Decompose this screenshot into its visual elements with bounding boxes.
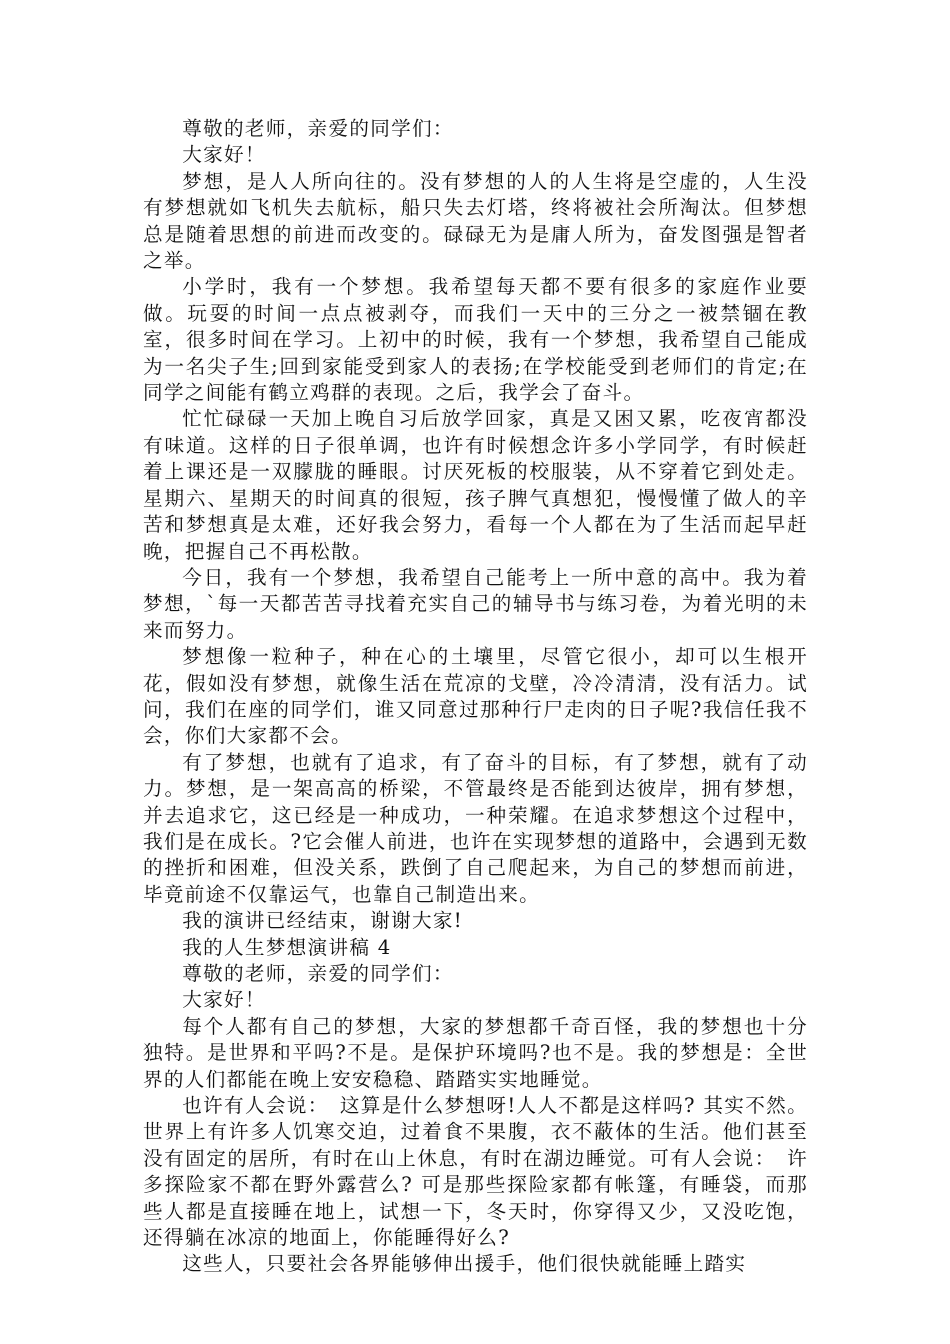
greeting: 大家好！ xyxy=(182,143,266,167)
section-title: 我的人生梦想演讲稿 4 xyxy=(182,935,392,959)
paragraph: 今日，我有一个梦想，我希望自己能考上一所中意的高中。我为着梦想，`每一天都苦苦寻找着充实自己的辅导书与练习卷，为着光明的未来而努力。 xyxy=(143,565,808,642)
document-body xyxy=(143,116,808,1278)
greeting: 大家好！ xyxy=(182,988,266,1012)
paragraph: 有了梦想，也就有了追求，有了奋斗的目标，有了梦想，就有了动力。梦想，是一架高高的桥梁，不管最终是否能到达彼岸，拥有梦想，并去追求它，这已经是一种成功，一种荣耀。在追求梦想这个过程中，我们是在成长。?它会催人前进，也许在实现梦想的道路中，会遇到无数的挫折和困难，但没关系，跌倒了自己爬起来，为自己的梦想而前进，毕竟前途不仅靠运气，也靠自己制造出来。 xyxy=(143,750,808,906)
paragraph: 梦想像一粒种子，种在心的土壤里，尽管它很小，却可以生根开花，假如没有梦想，就像生活在荒凉的戈壁，冷冷清清，没有活力。试问，我们在座的同学们，谁又同意过那种行尸走肉的日子呢?我信任我不会，你们大家都不会。 xyxy=(143,645,808,748)
paragraph: 忙忙碌碌一天加上晚自习后放学回家，真是又困又累，吃夜宵都没有味道。这样的日子很单调，也许有时候想念许多小学同学，有时候赶着上课还是一双朦胧的睡眼。讨厌死板的校服装，从不穿着它到处走。星期六、星期天的时间真的很短，孩子脾气真想犯，慢慢懂了做人的辛苦和梦想真是太难，还好我会努力，看每一个人都在为了生活而起早赶晚，把握自己不再松散。 xyxy=(143,407,808,563)
salutation: 尊敬的老师，亲爱的同学们： xyxy=(182,962,454,985)
paragraph: 这些人，只要社会各界能够伸出援手，他们很快就能睡上踏实 xyxy=(182,1252,747,1276)
closing-line: 我的演讲已经结束，谢谢大家! xyxy=(182,909,463,933)
paragraph: 每个人都有自己的梦想，大家的梦想都千奇百怪，我的梦想也十分独特。是世界和平吗?不是。是保护环境吗?也不是。我的梦想是：全世界的人们都能在晚上安安稳稳、踏踏实实地睡觉。 xyxy=(143,1014,808,1091)
paragraph: 小学时，我有一个梦想。我希望每天都不要有很多的家庭作业要做。玩耍的时间一点点被剥夺，而我们一天中的三分之一被禁锢在教室，很多时间在学习。上初中的时候，我有一个梦想，我希望自己能成为一名尖子生;回到家能受到家人的表扬;在学校能受到老师们的肯定;在同学之间能有鹤立鸡群的表现。之后，我学会了奋斗。 xyxy=(143,275,808,405)
salutation: 尊敬的老师，亲爱的同学们： xyxy=(182,117,454,140)
paragraph: 也许有人会说： 这算是什么梦想呀!人人不都是这样吗? 其实不然。世界上有许多人饥寒交迫，过着食不果腹，衣不蔽体的生活。他们甚至没有固定的居所，有时在山上休息，有时在湖边睡觉。可有人会说： 许多探险家不都在野外露营么? 可是那些探险家都有帐篷，有睡袋，而那些人都是直接睡在地上，试想一下，冬天时，你穿得又少，又没吃饱，还得躺在冰凉的地面上，你能睡得好么? xyxy=(143,1094,808,1250)
paragraph: 梦想，是人人所向往的。没有梦想的人的人生将是空虚的，人生没有梦想就如飞机失去航标，船只失去灯塔，终将被社会所淘汰。但梦想总是随着思想的前进而改变的。碌碌无为是庸人所为，奋发图强是智者之举。 xyxy=(143,169,808,273)
